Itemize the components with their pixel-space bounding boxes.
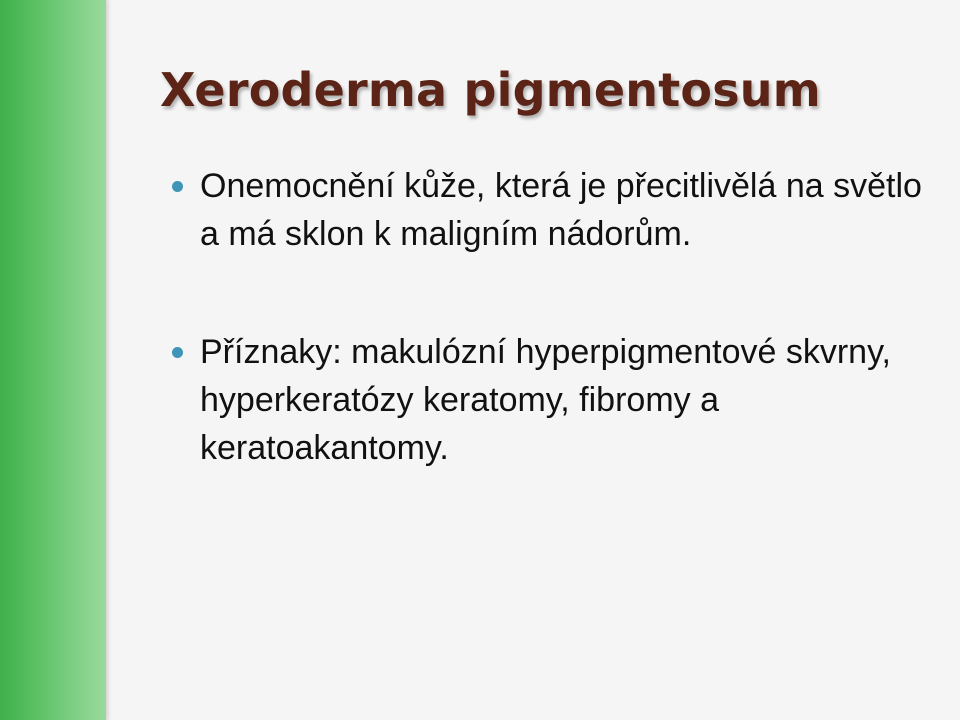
bullet-item-symptoms (172, 328, 932, 472)
slide-title: Xeroderma pigmentosum (160, 63, 821, 117)
side-band-shadow (106, 0, 112, 720)
green-side-band (0, 0, 106, 720)
bullet-item-definition (172, 162, 932, 258)
bullet-text-definition: Onemocnění kůže, která je přecitlivělá na světlo a má sklon k maligním nádorům. (200, 167, 922, 253)
bullet-dot-icon (172, 347, 183, 358)
bullet-list (172, 162, 932, 472)
bullet-text-symptoms: Příznaky: makulózní hyperpigmentové skvrny, hyperkeratózy keratomy, fibromy a keratoakantomy. (200, 333, 891, 467)
bullet-dot-icon (172, 181, 183, 192)
